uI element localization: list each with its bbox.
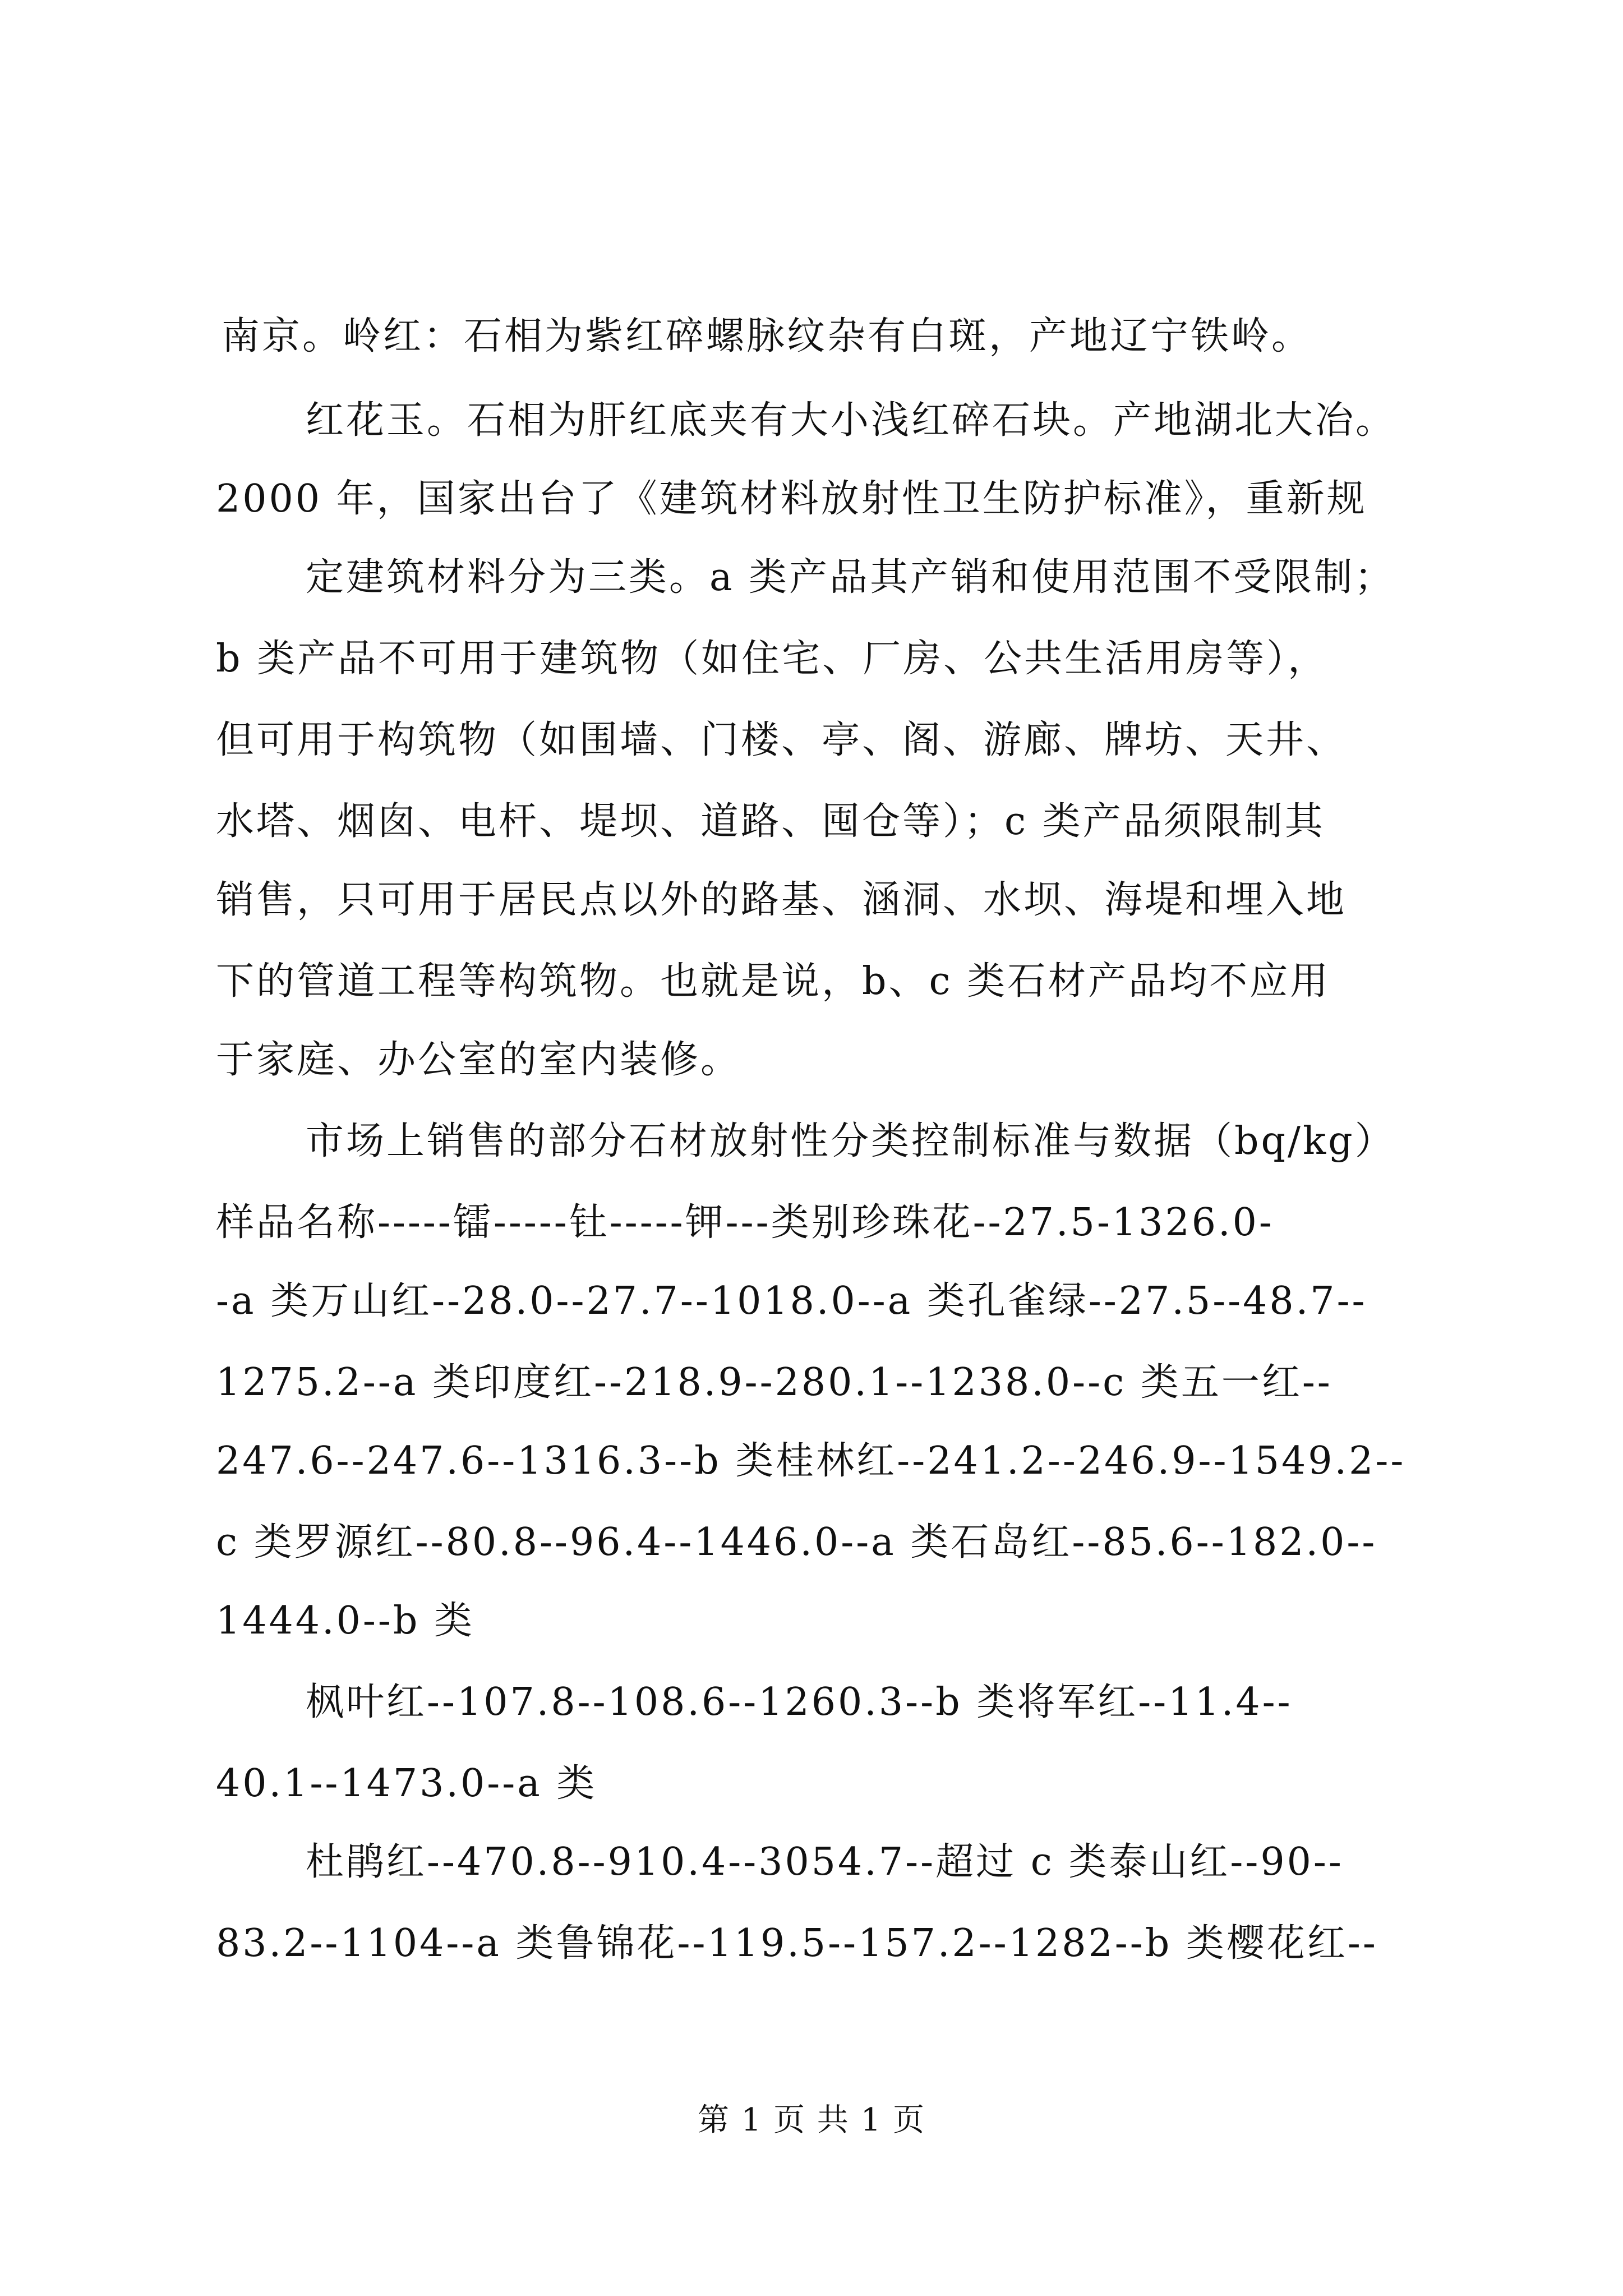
text-line: 1275.2--a 类印度红--218.9--280.1--1238.0--c 类五一红-- [216,1360,1332,1405]
text-line: 红花玉。石相为肝红底夹有大小浅红碎石块。产地湖北大冶。 [306,398,1396,443]
text-line: 2000 年，国家出台了《建筑材料放射性卫生防护标准》，重新规 [216,477,1367,521]
text-line: 南京。岭红：石相为紫红碎螺脉纹杂有白斑，产地辽宁铁岭。 [222,314,1312,358]
text-line: 枫叶红--107.8--108.6--1260.3--b 类将军红--11.4-- [306,1680,1293,1724]
text-line: 杜鹃红--470.8--910.4--3054.7--超过 c 类泰山红--90-- [306,1840,1344,1884]
text-line: c 类罗源红--80.8--96.4--1446.0--a 类石岛红--85.6--182.0-- [216,1520,1377,1565]
text-line: 40.1--1473.0--a 类 [216,1761,597,1806]
text-line: 83.2--1104--a 类鲁锦花--119.5--157.2--1282--b 类樱花红-- [216,1921,1378,1966]
text-line: 247.6--247.6--1316.3--b 类桂林红--241.2--246.9--1549.2-- [216,1439,1406,1483]
text-line: 水塔、烟囱、电杆、堤坝、道路、囤仓等）；c 类产品须限制其 [216,799,1325,844]
text-line: 但可用于构筑物（如围墙、门楼、亭、阁、游廊、牌坊、天井、 [216,718,1347,762]
text-line: 销售，只可用于居民点以外的路基、涵洞、水坝、海堤和埋入地 [216,878,1347,922]
text-line: 样品名称-----镭-----钍-----钾---类别珍珠花--27.5-1326.0- [216,1200,1274,1245]
text-line: 市场上销售的部分石材放射性分类控制标准与数据（bq/kg） [306,1119,1395,1163]
text-line: b 类产品不可用于建筑物（如住宅、厂房、公共生活用房等）， [216,637,1329,681]
text-line: 于家庭、办公室的室内装修。 [216,1038,741,1082]
page-footer: 第 1 页 共 1 页 [697,2102,926,2138]
text-line: 定建筑材料分为三类。a 类产品其产销和使用范围不受限制； [306,555,1395,600]
text-line: -a 类万山红--28.0--27.7--1018.0--a 类孔雀绿--27.5--48.7-- [216,1279,1367,1323]
text-line: 下的管道工程等构筑物。也就是说，b、c 类石材产品均不应用 [216,959,1331,1004]
text-line: 1444.0--b 类 [216,1599,475,1643]
